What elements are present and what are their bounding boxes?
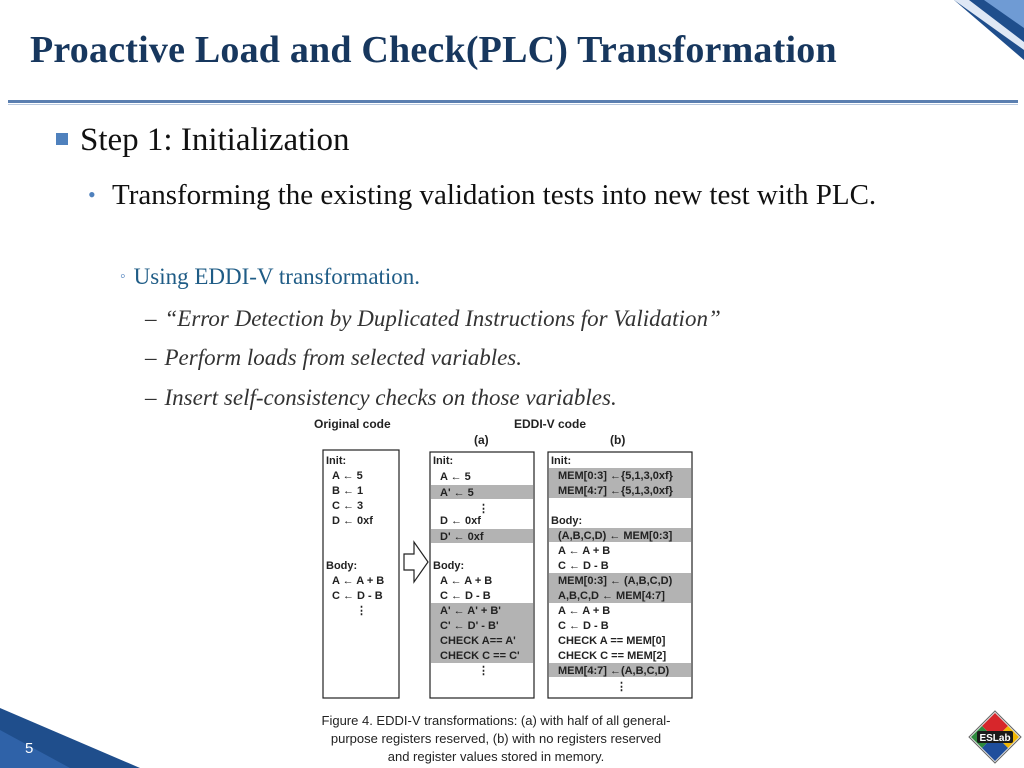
code-line: Init: bbox=[326, 455, 347, 467]
bullet-level2-text: Transforming the existing validation tests into new test with PLC. bbox=[112, 179, 877, 211]
code-line: CHECK C == C' bbox=[440, 650, 520, 662]
code-line: D ← 0xf bbox=[440, 515, 481, 527]
code-line: C' ← D' - B' bbox=[440, 620, 499, 632]
code-line: B ← 1 bbox=[332, 485, 364, 497]
bullet-level4-text: Perform loads from selected variables. bbox=[164, 345, 523, 370]
bullet-level3-text: Using EDDI-V transformation. bbox=[133, 264, 421, 289]
bullet-level3 bbox=[120, 264, 420, 290]
code-line: A' ← A' + B' bbox=[440, 605, 501, 617]
ellipsis-icon: ⋮ bbox=[356, 605, 367, 617]
label-b: (b) bbox=[610, 433, 626, 447]
code-line: C ← D - B bbox=[558, 560, 609, 572]
corner-decoration-bottom-left bbox=[0, 708, 140, 768]
title-divider-light bbox=[8, 104, 1018, 105]
bullet-level1 bbox=[56, 122, 349, 159]
code-line: A ← A + B bbox=[558, 605, 611, 617]
dash-bullet-icon: – bbox=[145, 385, 157, 410]
figure-caption-line: Figure 4. EDDI-V transformations: (a) with half of all general- bbox=[321, 713, 671, 728]
eddi-v-figure bbox=[270, 408, 750, 768]
code-line: CHECK C == MEM[2] bbox=[558, 650, 667, 662]
code-line: C ← 3 bbox=[332, 500, 364, 512]
slide-number: 5 bbox=[25, 740, 34, 757]
code-line: C ← D - B bbox=[332, 590, 383, 602]
code-line: A ← A + B bbox=[440, 575, 493, 587]
square-bullet-icon bbox=[56, 133, 68, 145]
ellipsis-icon: ⋮ bbox=[616, 681, 627, 693]
code-line: C ← D - B bbox=[558, 620, 609, 632]
label-original-code: Original code bbox=[314, 417, 391, 431]
code-line: Body: bbox=[433, 560, 465, 572]
code-line: CHECK A == MEM[0] bbox=[558, 635, 666, 647]
code-line: MEM[4:7] ←(A,B,C,D) bbox=[558, 665, 670, 677]
label-a: (a) bbox=[474, 433, 489, 447]
dot-bullet-icon: • bbox=[88, 182, 96, 207]
code-line: Body: bbox=[326, 560, 358, 572]
code-line: Init: bbox=[551, 455, 572, 467]
code-line: D' ← 0xf bbox=[440, 531, 484, 543]
code-line: MEM[4:7] ←{5,1,3,0xf} bbox=[558, 485, 673, 497]
code-line: Init: bbox=[433, 455, 454, 467]
bullet-level2 bbox=[88, 178, 948, 212]
code-line: A' ← 5 bbox=[440, 487, 474, 499]
arrow-right-icon bbox=[404, 542, 428, 582]
figure-caption-line: and register values stored in memory. bbox=[387, 749, 605, 764]
bullet-level4-item bbox=[145, 345, 522, 371]
code-line: Body: bbox=[551, 515, 583, 527]
ellipsis-icon: ⋮ bbox=[478, 665, 489, 677]
bullet-level1-text: Step 1: Initialization bbox=[80, 122, 350, 158]
code-line: (A,B,C,D) ← MEM[0:3] bbox=[558, 530, 673, 542]
logo-text: ESLab bbox=[979, 733, 1011, 744]
bullet-level4-text: “Error Detection by Duplicated Instructions for Validation” bbox=[164, 306, 721, 331]
bullet-level4-text: Insert self-consistency checks on those variables. bbox=[164, 385, 617, 410]
title-divider bbox=[8, 100, 1018, 103]
bullet-level4-item bbox=[145, 306, 721, 332]
code-line: D ← 0xf bbox=[332, 515, 373, 527]
corner-decoration-top-right bbox=[894, 0, 1024, 60]
code-line: A ← A + B bbox=[332, 575, 385, 587]
ring-bullet-icon: ◦ bbox=[120, 268, 126, 285]
code-line: A ← 5 bbox=[332, 470, 363, 482]
slide-title: Proactive Load and Check(PLC) Transformation bbox=[30, 29, 837, 71]
code-line: MEM[0:3] ←{5,1,3,0xf} bbox=[558, 470, 673, 482]
code-line: C ← D - B bbox=[440, 590, 491, 602]
dash-bullet-icon: – bbox=[145, 345, 157, 370]
ellipsis-icon: ⋮ bbox=[478, 503, 489, 515]
code-line: CHECK A== A' bbox=[440, 635, 516, 647]
code-line: A,B,C,D ← MEM[4:7] bbox=[558, 590, 665, 602]
label-eddi-v-code: EDDI-V code bbox=[514, 417, 587, 431]
code-line: MEM[0:3] ← (A,B,C,D) bbox=[558, 575, 673, 587]
code-line: A ← 5 bbox=[440, 471, 471, 483]
eslab-logo bbox=[968, 710, 1022, 764]
dash-bullet-icon: – bbox=[145, 306, 157, 331]
code-line: A ← A + B bbox=[558, 545, 611, 557]
figure-caption-line: purpose registers reserved, (b) with no registers reserved bbox=[330, 731, 662, 746]
